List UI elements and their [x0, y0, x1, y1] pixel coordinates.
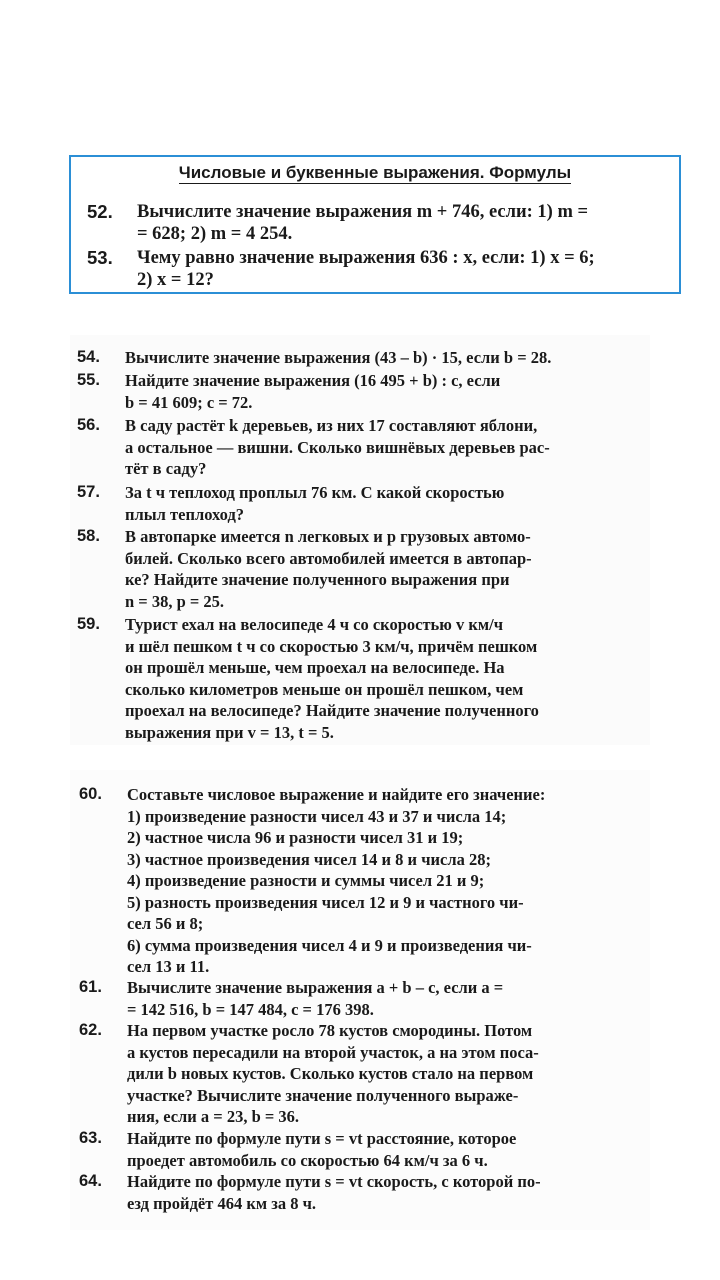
problem-text: Вычислите значение выражения m + 746, если: 1) m = = 628; 2) m = 4 254.	[137, 202, 589, 244]
problem-number: 62.	[79, 1021, 102, 1039]
problem-58	[77, 526, 625, 612]
problem-54	[77, 347, 625, 369]
problem-text: Вычислите значение выражения a + b – c, если a = = 142 516, b = 147 484, c = 176 398.	[127, 978, 504, 1019]
problem-60	[79, 784, 621, 978]
problem-number: 63.	[79, 1129, 102, 1147]
problem-text: Найдите по формуле пути s = vt расстояние, которое проедет автомобиль со скоростью 64 км/ч за 6 ч.	[127, 1129, 517, 1170]
section-box	[69, 155, 681, 294]
problem-61	[79, 977, 621, 1020]
problem-number: 56.	[77, 416, 100, 434]
problem-62	[79, 1020, 621, 1128]
problem-number: 52.	[87, 201, 113, 222]
problem-text: Чему равно значение выражения 636 : x, если: 1) x = 6; 2) x = 12?	[137, 248, 595, 290]
problem-text: На первом участке росло 78 кустов смородины. Потом a кустов пересадили на второй участок, а на этом поса- дили b новых кустов. Сколько кустов стало на первом участке? Вычислите значение полученного выраже- ния, если a = 23, b = 36.	[127, 1021, 539, 1126]
section-title-text: Числовые и буквенные выражения. Формулы	[178, 163, 572, 182]
problem-text: За t ч теплоход проплыл 76 км. С какой скоростью плыл теплоход?	[125, 483, 505, 524]
problem-text: Вычислите значение выражения (43 – b) · 15, если b = 28.	[125, 348, 552, 367]
problem-number: 61.	[79, 978, 102, 996]
problem-52	[87, 201, 673, 245]
problem-text: Составьте числовое выражение и найдите его значение: 1) произведение разности чисел 43 и 37 и числа 14; 2) частное числа 96 и разности чисел 31 и 19; 3) частное произведения чисел 14 и 8 и числа 28; 4) произведение разности и суммы чисел 21 и 9; 5) разность произведения чисел 12 и 9 и частного чи- сел 56 и 8; 6) сумма произведения чисел 4 и 9 и произведения чи- сел 13 и 11.	[127, 785, 546, 976]
problem-63	[79, 1128, 621, 1171]
problem-text: Найдите значение выражения (16 495 + b) : c, если b = 41 609; c = 72.	[125, 371, 501, 412]
problem-number: 55.	[77, 371, 100, 389]
problem-number: 58.	[77, 527, 100, 545]
section-title	[71, 163, 679, 183]
problem-number: 64.	[79, 1172, 102, 1190]
problem-number: 54.	[77, 348, 100, 366]
problem-text: Турист ехал на велосипеде 4 ч со скоростью v км/ч и шёл пешком t ч со скоростью 3 км/ч, причём пешком он прошёл меньше, чем проехал на велосипеде. На сколько километров меньше он прошёл пешком, чем проехал на велосипеде? Найдите значение полученного выражения при v = 13, t = 5.	[125, 615, 539, 742]
problem-53	[87, 247, 673, 291]
problem-text: В автопарке имеется n легковых и p грузовых автомо- билей. Сколько всего автомобилей имеется в автопар- ке? Найдите значение полученного выражения при n = 38, p = 25.	[125, 527, 532, 611]
problem-59	[77, 614, 625, 743]
problem-56	[77, 415, 625, 480]
problem-number: 57.	[77, 483, 100, 501]
problem-number: 59.	[77, 615, 100, 633]
problem-number: 60.	[79, 785, 102, 803]
problem-text: Найдите по формуле пути s = vt скорость, с которой по- езд пройдёт 464 км за 8 ч.	[127, 1172, 541, 1213]
problem-55	[77, 370, 625, 413]
problem-number: 53.	[87, 247, 113, 268]
problem-text: В саду растёт k деревьев, из них 17 составляют яблони, а остальное — вишни. Сколько вишнёвых деревьев рас- тёт в саду?	[125, 416, 550, 478]
problem-57	[77, 482, 625, 525]
problem-64	[79, 1171, 621, 1214]
